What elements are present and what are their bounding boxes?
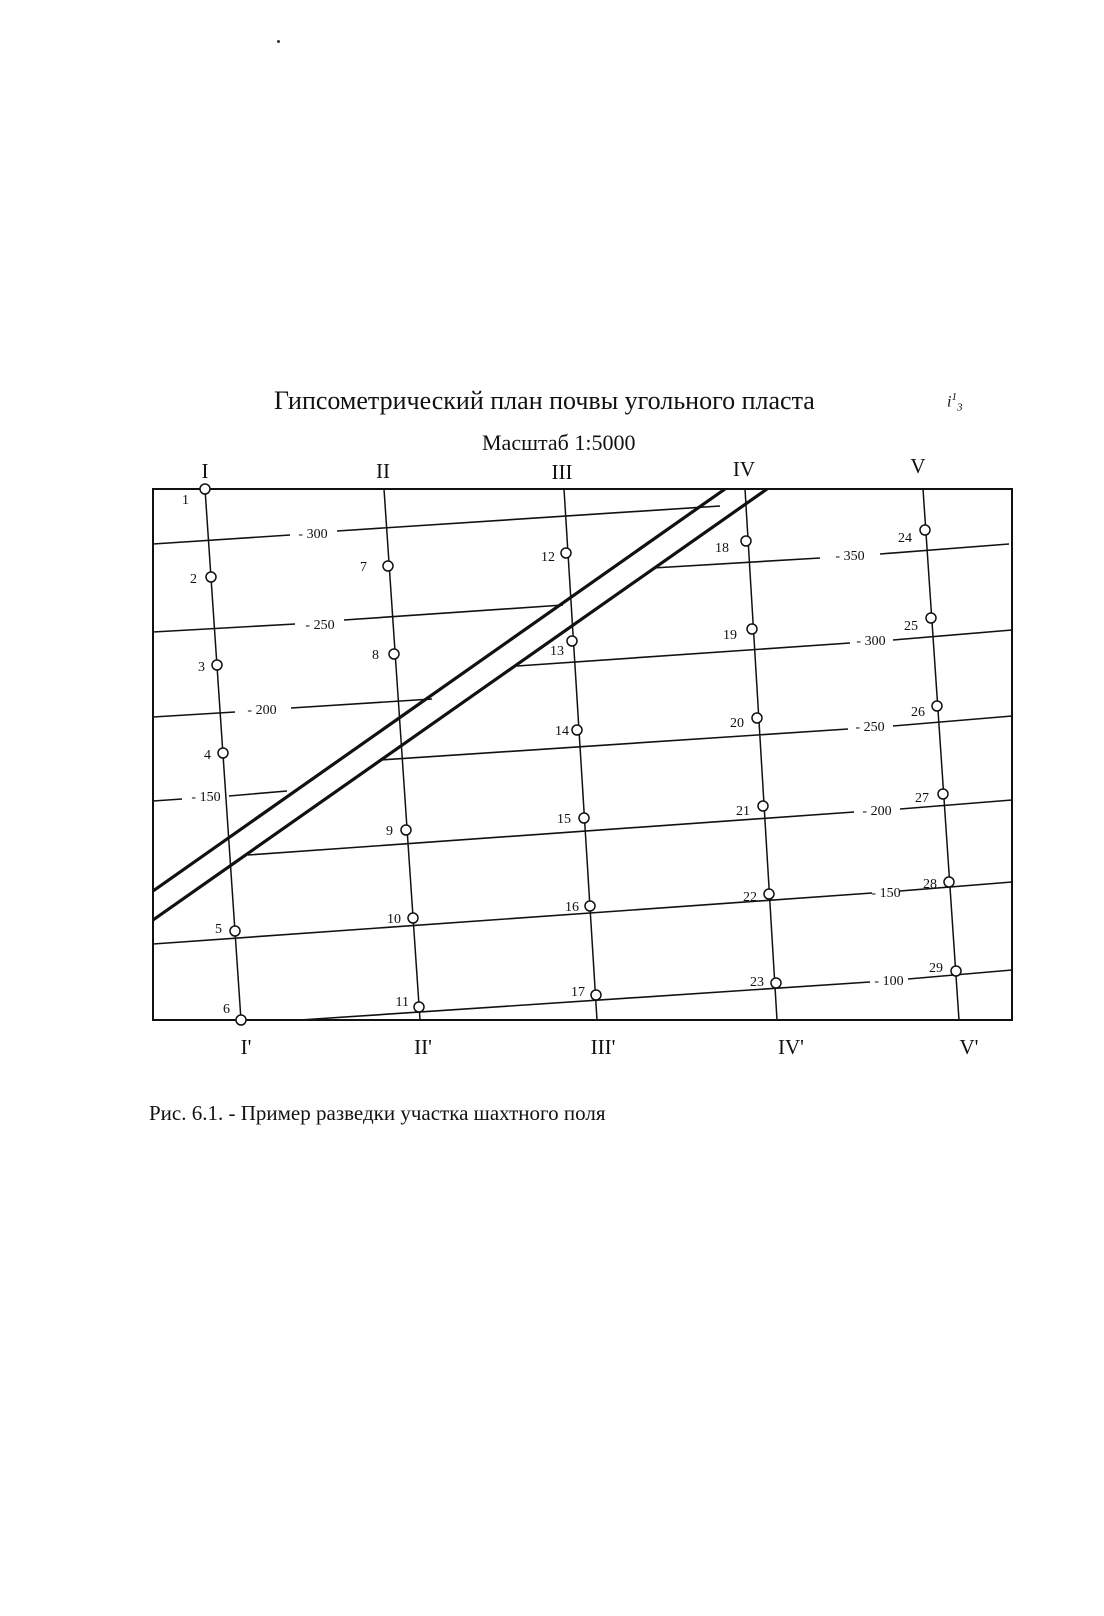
borehole-marker [752, 713, 762, 723]
borehole-number: 15 [557, 812, 571, 827]
fault-line-upper [153, 489, 725, 891]
borehole-number: 14 [555, 724, 569, 739]
isoline [517, 643, 850, 666]
isoline-label: - 300 [856, 634, 886, 649]
borehole-number: 21 [736, 804, 750, 819]
isoline [300, 982, 870, 1020]
plan-frame [153, 489, 1012, 1020]
profile-labels-bottom [241, 1035, 979, 1059]
profile-line-iv [745, 489, 777, 1020]
isoline [153, 712, 235, 717]
borehole-number: 11 [395, 995, 409, 1010]
isoline [653, 558, 820, 568]
borehole-marker [758, 801, 768, 811]
borehole-number: 23 [750, 975, 764, 990]
isoline [291, 699, 432, 708]
borehole-number: 4 [204, 748, 211, 763]
borehole-marker [747, 624, 757, 634]
fault-zone [153, 489, 767, 920]
seam-index-base: i [947, 393, 952, 411]
borehole-marker [401, 825, 411, 835]
borehole-number: 7 [360, 560, 367, 575]
borehole-labels [182, 493, 943, 1017]
borehole-marker [561, 548, 571, 558]
isoline-label: - 300 [298, 527, 328, 542]
isoline-label: - 250 [855, 720, 885, 735]
profile-lines [205, 489, 959, 1020]
isoline [248, 812, 854, 855]
isoline-label: - 150 [191, 790, 221, 805]
figure-caption: Рис. 6.1. - Пример разведки участка шахтного поля [149, 1101, 606, 1125]
isoline [153, 799, 182, 801]
borehole-marker [771, 978, 781, 988]
borehole-number: 6 [223, 1002, 230, 1017]
borehole-marker [408, 913, 418, 923]
profile-label: V' [959, 1035, 979, 1059]
isoline [337, 506, 720, 531]
borehole-number: 26 [911, 705, 925, 720]
profile-label: III [551, 460, 573, 484]
profile-label: II' [414, 1035, 432, 1059]
borehole-number: 1 [182, 493, 189, 508]
isoline [153, 535, 290, 544]
isoline [380, 729, 848, 760]
borehole-number: 24 [898, 531, 912, 546]
profile-line-iii [564, 489, 597, 1020]
borehole-number: 29 [929, 961, 943, 976]
borehole-marker [932, 701, 942, 711]
isoline [153, 624, 295, 632]
seam-index-sup: 1 [951, 391, 957, 403]
borehole-number: 9 [386, 824, 393, 839]
borehole-marker [764, 889, 774, 899]
profile-label: I' [240, 1035, 252, 1059]
isoline-labels [191, 527, 903, 989]
borehole-number: 27 [915, 791, 929, 806]
borehole-number: 20 [730, 716, 744, 731]
borehole-marker [938, 789, 948, 799]
figure-title: Гипсометрический план почвы угольного пласта [274, 386, 815, 415]
borehole-marker [585, 901, 595, 911]
borehole-number: 2 [190, 572, 197, 587]
borehole-number: 18 [715, 541, 729, 556]
isoline [344, 605, 563, 620]
borehole-marker [567, 636, 577, 646]
profile-label: V [910, 454, 926, 478]
borehole-number: 5 [215, 922, 222, 937]
isoline-label: - 200 [862, 804, 892, 819]
profile-label: II [376, 459, 390, 483]
profile-label: IV' [778, 1035, 804, 1059]
borehole-number: 16 [565, 900, 579, 915]
borehole-number: 17 [571, 985, 585, 1000]
borehole-marker [236, 1015, 246, 1025]
scale-label: Масштаб 1:5000 [482, 430, 636, 455]
seam-index-sub: 3 [956, 401, 963, 414]
borehole-marker [383, 561, 393, 571]
isoline [153, 893, 872, 944]
borehole-number: 19 [723, 628, 737, 643]
isoline [900, 882, 1012, 891]
isoline-label: - 100 [874, 974, 904, 989]
borehole-marker [741, 536, 751, 546]
borehole-marker [591, 990, 601, 1000]
isoline-label: - 150 [871, 886, 901, 901]
borehole-number: 28 [923, 877, 937, 892]
borehole-number: 10 [387, 912, 401, 927]
profile-labels-top [202, 454, 926, 484]
borehole-marker [572, 725, 582, 735]
borehole-marker [206, 572, 216, 582]
borehole-number: 12 [541, 550, 555, 565]
isoline-label: - 200 [247, 703, 277, 718]
fault-line-lower [153, 489, 767, 920]
borehole-marker [218, 748, 228, 758]
borehole-number: 3 [198, 660, 205, 675]
borehole-number: 13 [550, 644, 564, 659]
borehole-marker [414, 1002, 424, 1012]
isoline-label: - 250 [305, 618, 335, 633]
isoline [229, 791, 287, 796]
borehole-marker [944, 877, 954, 887]
borehole-marker [920, 525, 930, 535]
borehole-marker [951, 966, 961, 976]
profile-line-v [923, 489, 959, 1020]
borehole-number: 22 [743, 890, 757, 905]
profile-label: III' [590, 1035, 616, 1059]
borehole-marker [389, 649, 399, 659]
borehole-marker [212, 660, 222, 670]
profile-label: I [201, 459, 209, 483]
borehole-marker [579, 813, 589, 823]
borehole-number: 25 [904, 619, 918, 634]
borehole-marker [230, 926, 240, 936]
borehole-marker [926, 613, 936, 623]
isoline-label: - 350 [835, 549, 865, 564]
borehole-number: 8 [372, 648, 379, 663]
borehole-marker [200, 484, 210, 494]
profile-label: IV [732, 457, 756, 481]
